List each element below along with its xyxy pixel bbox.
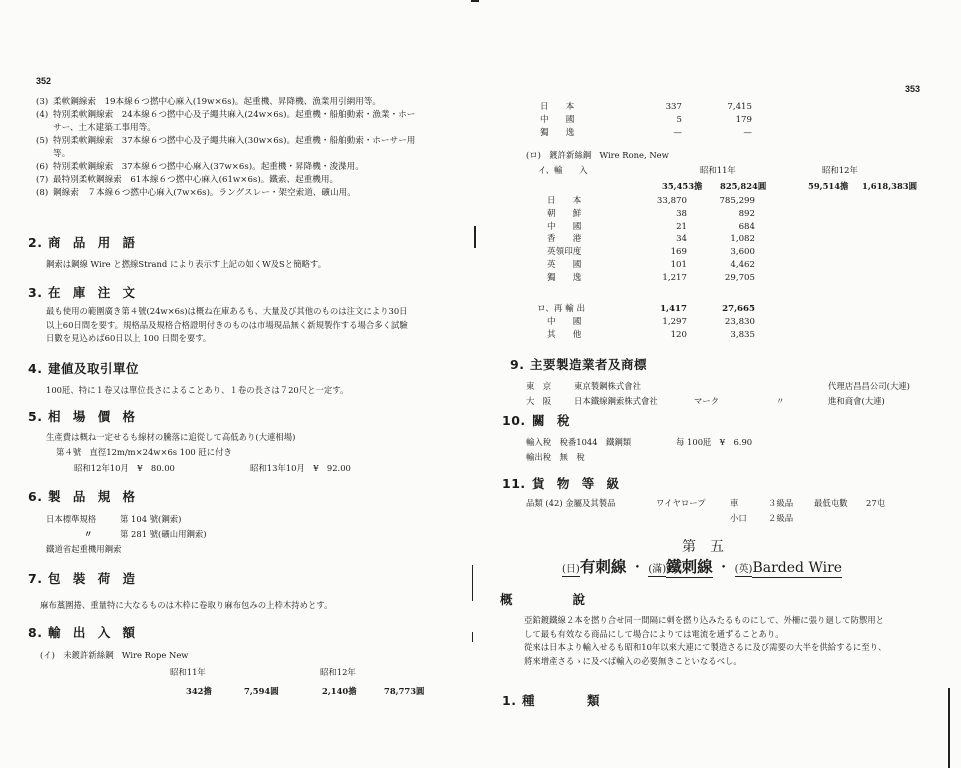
maker-name: 日本鐵線鋼索株式會社 (574, 396, 658, 406)
import-duty-rate: 每 100瓩 ¥ 6.90 (676, 437, 753, 447)
freight-min: 最低屯數 (814, 498, 848, 508)
trade-value: 342擔 (186, 686, 212, 696)
table-row: 中 國 21 684 (547, 221, 755, 232)
freight-small: 小口 (730, 513, 747, 523)
trade-value: 7,594圓 (244, 686, 279, 696)
reexport-table (537, 303, 755, 341)
total-value: 59,514擔 (808, 181, 849, 191)
table-row: 獨 逸 1,217 29,705 (547, 272, 755, 283)
total-value: 1,618,383圓 (862, 181, 917, 191)
table-row: ロ、再 輸 出 1,417 27,665 (537, 304, 755, 314)
trademark-glyph: 〃 (776, 396, 785, 406)
list-item: (3) 柔軟鋼線索 19本線６つ撚中心麻入(19w×6s)。起重機、昇降機、漁業用引網用等。 (36, 97, 382, 107)
section-heading-makers: 9. 主要製造業者及商標 (510, 357, 648, 372)
section-heading-spec: 6. 製 品 規 格 (28, 489, 140, 504)
maker-agent: 代理店昌昌公司(大連) (828, 381, 910, 391)
table-row: 中 國 5 179 (540, 114, 752, 125)
list-item: (8) 鋼線索 ７本線６つ撚中心麻入(7w×6s)。ラングスレー・架空索道、礦山用。 (36, 188, 356, 198)
list-item: (4) 特別柔軟鋼線索 24本線６つ撚中心及子繩共麻入(24w×6s)。起重機・船舶動索・漁業・ホー (36, 110, 416, 120)
page-number-right: 353 (905, 84, 921, 94)
table-row: 香 港 34 1,082 (547, 234, 755, 245)
list-item: (5) 特別柔軟鋼線索 37本線６つ撚中心及子繩共麻入(30w×6s)。起重機・船舶動索・ホーサー用 (36, 136, 416, 146)
maker-city: 大 阪 (526, 396, 552, 406)
table-row: 獨 逸 — — (540, 127, 752, 138)
maker-mark: マーク (694, 396, 720, 406)
table-row: 日 本 337 7,415 (540, 102, 752, 112)
section-heading-unit: 4. 建値及取引單位 (28, 361, 140, 376)
table-row: 中 國 1,297 23,830 (547, 316, 755, 327)
section-text-stock: 最も使用の範圍廣き第４號(24w×6s)は概ね在庫あるも、大量及び其他のものは注文により30日 以上60日間を要す。規格品及規格合格證明付きのものは市場現品無く新規製作する場合多く試驗 日數を見込めば60日以上 100 日間を要す。 (46, 306, 408, 343)
year-1937: 昭和12年 (822, 165, 858, 175)
list-item-cont: サー、土木建築工事用等。 (53, 123, 156, 133)
total-value: 825,824圓 (720, 181, 767, 191)
section-heading-price: 5. 相 場 價 格 (28, 409, 140, 424)
import-table (547, 195, 755, 285)
gutter-mark (472, 565, 473, 601)
section-heading-packing: 7. 包 裝 荷 造 (28, 571, 140, 586)
table-row: 英 國 101 4,462 (547, 259, 755, 270)
table-row: 朝 鮮 38 892 (547, 208, 755, 219)
import-table-top (540, 101, 752, 139)
list-item: (7) 最特別柔軟鋼線索 61本線６つ撚中心麻入(61w×6s)。鐵索、起重機用。 (36, 175, 339, 185)
freight-class: ３級品 (768, 498, 794, 508)
freight-class: ２級品 (768, 513, 794, 523)
trade-value: 2,140擔 (322, 686, 357, 696)
export-duty: 輸出稅 無 稅 (526, 452, 585, 462)
section-heading-terms: 2. 商 品 用 語 (28, 235, 140, 250)
trade-year-1936: 昭和11年 (170, 667, 206, 677)
overview-heading: 概 說 (500, 592, 588, 607)
maker-name: 東京製鋼株式會社 (574, 381, 641, 391)
section-heading-kinds: 1. 種 類 (502, 693, 601, 708)
chapter-title: (日)有刺線 ・ (滿)鐵刺線 ・ (英)Barded Wire (562, 558, 843, 576)
spec-standard-1: 第 104 號(鋼索) (120, 514, 182, 524)
price-1937: 昭和12年10月 ¥ 80.00 (74, 463, 175, 473)
table-row: 其 他 120 3,835 (547, 329, 755, 340)
gutter-mark (472, 632, 473, 642)
freight-category: 品類 (42) 金屬及其製品 (526, 498, 616, 508)
section-heading-stock: 3. 在 庫 注 文 (28, 285, 140, 300)
page-number-left: 352 (36, 76, 52, 86)
freight-item: ワイヤロープ (656, 498, 706, 508)
scan-edge-mark (948, 688, 950, 768)
total-value: 35,453擔 (662, 181, 703, 191)
gutter-mark (474, 226, 476, 248)
list-item: (6) 特別柔軟鋼線索 37本線６つ撚中心麻入(37w×6s)。起重機・昇降機・浚渫用。 (36, 162, 364, 172)
freight-car: 車 (730, 498, 739, 508)
trade-subheading: (イ) 未鍍許新絲鋼 Wire Rope New (40, 650, 189, 660)
spec-standard-2: 第 281 號(礦山用鋼索) (120, 529, 207, 539)
section-text-packing: 麻布藁圍捲、重量特に大なるものは木枠に卷取り麻布包みの上枠木持めとす。 (40, 600, 333, 610)
spec-standard-label: 日本標準規格 (46, 514, 97, 524)
import-duty: 輸入稅 稅番1044 鐵鋼類 (526, 437, 632, 447)
freight-ton: 27屯 (866, 498, 886, 508)
table-row: 日 本 33,870 785,299 (547, 196, 755, 206)
trade-value: 78,773圓 (384, 686, 425, 696)
maker-city: 東 京 (526, 381, 552, 391)
import-label: イ、輸 入 (538, 165, 588, 175)
price-1938: 昭和13年10月 ¥ 92.00 (250, 463, 351, 473)
scan-mark (471, 0, 479, 2)
spec-railway: 鐵道省起重機用鋼索 (46, 544, 122, 554)
price-text: 生產費は概ね一定せるも線材の騰落に追從して高低あり(大連相場) (46, 432, 296, 442)
list-item-cont: 等。 (53, 149, 71, 159)
section-heading-tariff: 10. 關 稅 (502, 413, 574, 428)
overview-text: 亞鉛鍍鐵線２本を撚り合せ同一間隔に刺を撚り込みたるものにして、外柵に張り廻して防禦用と して最も有效なる商品にして場合によりては電流を通ずることあり。 從來は日本より輸入せるも昭和10年以來大連にて製造さるに及び需要の大半を供給するに至り、 將來增產さるゝに及べば輸入の必要無きこといなるべし。 (524, 615, 887, 666)
section-text-unit: 100瓩、特に１卷又は單位長さによることあり、１卷の長さは７20尺と一定す。 (46, 385, 349, 395)
trade-year-1937: 昭和12年 (320, 667, 356, 677)
section-text-terms: 鋼索は鋼線 Wire と撚線Strand により表示す上記の如くW及Sと簡略す。 (46, 259, 326, 269)
price-spec: 第４號 直徑12m/m×24w×6s 100 瓩に付き (56, 447, 232, 457)
year-1936: 昭和11年 (700, 165, 736, 175)
section-heading-trade: 8. 輸 出 入 額 (28, 625, 140, 640)
ro-heading: (ロ) 鍍許新絲鋼 Wire Rone, New (526, 150, 669, 160)
section-heading-freight: 11. 貨 物 等 級 (502, 476, 624, 491)
chapter-number: 第 五 (682, 539, 724, 555)
table-row: 英領印度 169 3,600 (547, 247, 755, 258)
rope-type-list (36, 96, 415, 200)
maker-agent: 進和商會(大連) (828, 396, 885, 406)
ditto-mark: 〃 (84, 529, 93, 539)
